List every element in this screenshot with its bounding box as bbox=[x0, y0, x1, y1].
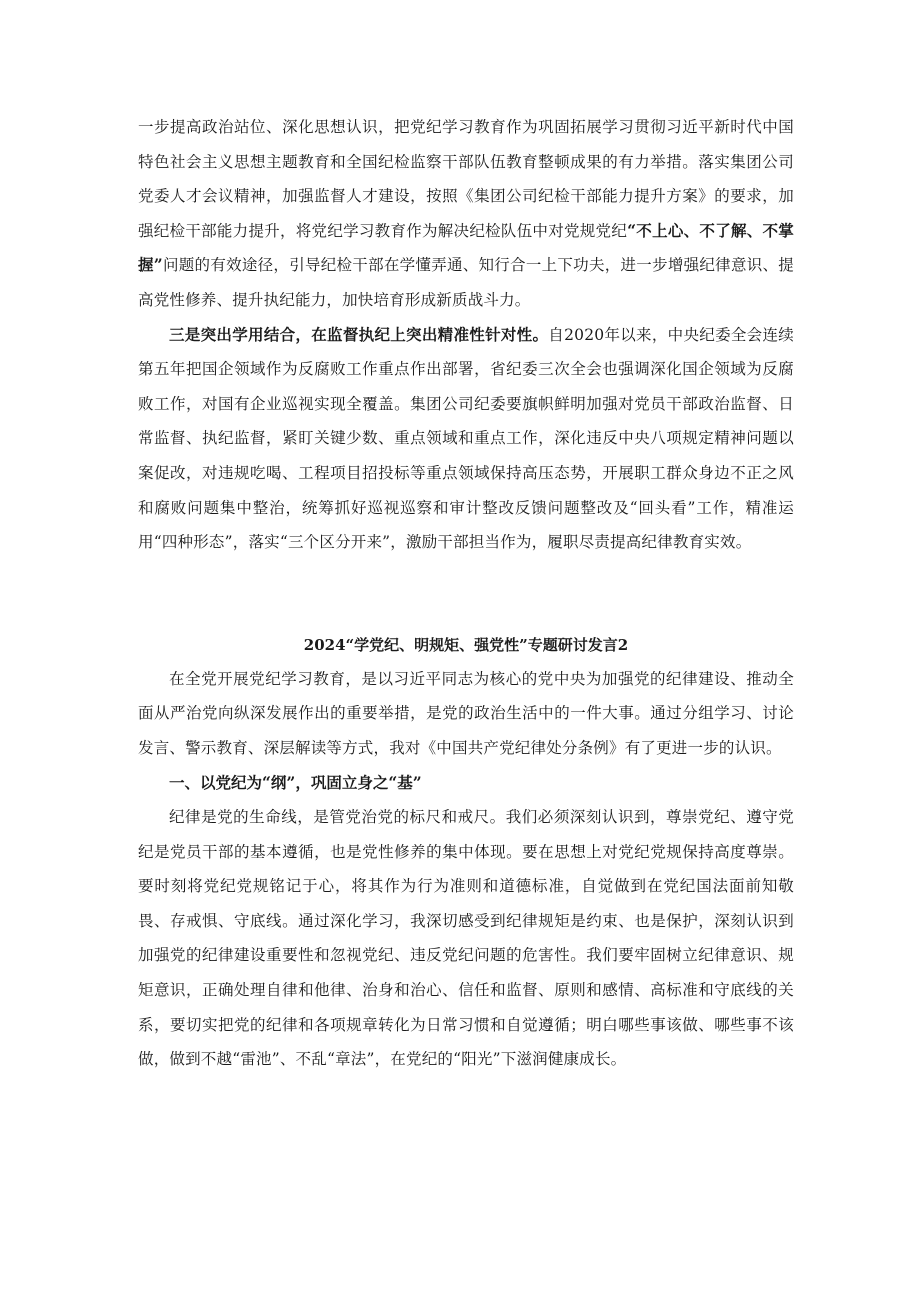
section1-paragraph-1 bbox=[138, 110, 794, 318]
section2-paragraph-1: 纪律是党的生命线，是管党治党的标尺和戒尺。我们必须深刻认识到，尊崇党纪、遵守党纪是党员干部的基本遵循，也是党性修养的集中体现。要在思想上对党纪党规保持高度尊崇。要时刻将党纪党规铭记于心，将其作为行为准则和道德标准，自觉做到在党纪国法面前知敬畏、存戒惧、守底线。通过深化学习，我深切感受到纪律规矩是约束、也是保护，深刻认识到加强党的纪律建设重要性和忽视党纪、违反党纪问题的危害性。我们要牢固树立纪律意识、规矩意识，正确处理自律和他律、治身和治心、信任和监督、原则和感情、高标准和守底线的关系，要切实把党的纪律和各项规章转化为日常习惯和自觉遵循；明白哪些事该做、哪些事不该做，做到不越“雷池”、不乱“章法”，在党纪的“阳光”下滋润健康成长。 bbox=[138, 808, 794, 1069]
section-spacer bbox=[138, 560, 794, 628]
section1-paragraph-2 bbox=[138, 318, 794, 560]
section2-intro: 在全党开展党纪学习教育，是以习近平同志为核心的党中央为加强党的纪律建设、推动全面从严治党向纵深发展作出的重要举措，是党的政治生活中的一件大事。通过分组学习、讨论发言、警示教育、深层解读等方式，我对《中国共产党纪律处分条例》有了更进一步的认识。 bbox=[138, 669, 794, 757]
section2-heading-1: 一、以党纪为“纲”，巩固立身之“基” bbox=[169, 772, 422, 792]
section1-para1-text-b: 问题的有效途径，引导纪检干部在学懂弄通、知行合一上下功夫，进一步增强纪律意识、提高党性修养、提升执纪能力，加快培育形成新质战斗力。 bbox=[138, 256, 794, 309]
section1-para1-bold: “不上心、不了解、不掌握” bbox=[138, 220, 794, 275]
document-page bbox=[138, 110, 794, 1077]
section1-para1-text-a: 一步提高政治站位、深化思想认识，把党纪学习教育作为巩固拓展学习贯彻习近平新时代中国特色社会主义思想主题教育和全国纪检监察干部队伍教育整顿成果的有力举措。落实集团公司党委人才会议精神，加强监督人才建设，按照《集团公司纪检干部能力提升方案》的要求，加强纪检干部能力提升，将党纪学习教育作为解决纪检队伍中对党规党纪 bbox=[138, 118, 794, 240]
section1-para2-text: 自2020年以来，中央纪委全会连续第五年把国企领域作为反腐败工作重点作出部署，省纪委三次全会也强调深化国企领域为反腐败工作，对国有企业巡视实现全覆盖。集团公司纪委要旗帜鲜明加强对党员干部政治监督、日常监督、执纪监督，紧盯关键少数、重点领域和重点工作，深化违反中央八项规定精神问题以案促改，对违规吃喝、工程项目招投标等重点领域保持高压态势，开展职工群众身边不正之风和腐败问题集中整治，统筹抓好巡视巡察和审计整改反馈问题整改及“回头看”工作，精准运用“四种形态”，落实“三个区分开来”，激励干部担当作为，履职尽责提高纪律教育实效。 bbox=[138, 325, 794, 552]
section1-para2-bold-lead: 三是突出学用结合，在监督执纪上突出精准性针对性。 bbox=[169, 324, 549, 344]
section2-title: 2024“学党纪、明规矩、强党性”专题研讨发言2 bbox=[303, 635, 629, 654]
